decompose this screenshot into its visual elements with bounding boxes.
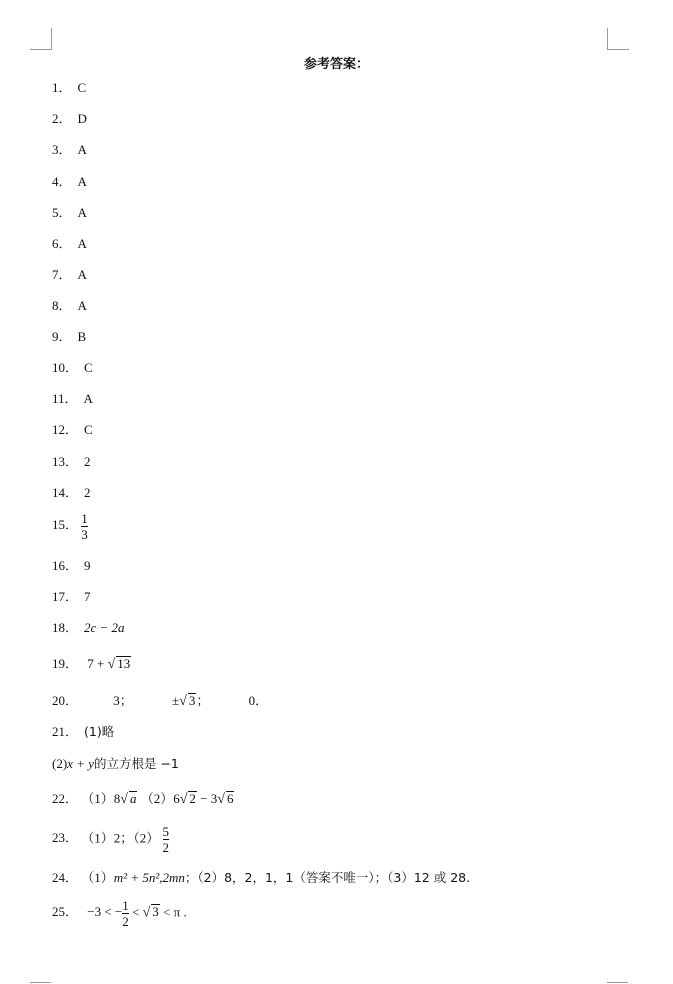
- answer-21: 21． (1)略: [52, 724, 115, 739]
- radical-sign: √: [217, 792, 225, 807]
- answer-6: 6． A: [52, 236, 87, 251]
- crop-mark-top-right: [607, 28, 629, 50]
- answer-8: 8． A: [52, 298, 87, 313]
- answer-18: 18． 2c − 2a: [52, 620, 125, 635]
- crop-mark-top-left: [30, 28, 52, 50]
- answer-21-part-2: (2)x + y的立方根是 −1: [52, 756, 179, 771]
- answer-20: 20． 3； ±√ 3； 0．: [52, 693, 269, 709]
- fraction: $\frac{1}{3}$: [81, 511, 88, 542]
- answer-4: 4． A: [52, 174, 87, 189]
- radical-sign: √: [179, 694, 187, 709]
- fraction: $\frac{1}{2}$: [122, 898, 129, 929]
- answer-15: 15． $\frac{1}{3}$: [52, 511, 88, 542]
- answer-23: 23． （1）2；（2） $\frac{5}{2}$: [52, 824, 170, 855]
- answer-2: 2． D: [52, 111, 87, 126]
- page-title: 参考答案：: [303, 57, 369, 72]
- radical-sign: √: [179, 792, 188, 807]
- answer-24: 24． （1）m² + 5n²,2mn；（2）8，2，1，1（答案不唯一）；（3）12 或 28.: [52, 870, 471, 885]
- fraction: $\frac{5}{2}$: [162, 824, 170, 855]
- answer-3: 3． A: [52, 142, 87, 157]
- answer-12: 12． C: [52, 422, 93, 437]
- answer-22: 22． （1）8√ a （2）6√ 2 − 3√ 6: [52, 791, 234, 807]
- radical-sign: √: [142, 905, 151, 921]
- radical-sign: √: [120, 792, 128, 807]
- answer-1: 1． C: [52, 80, 87, 95]
- answer-7: 7． A: [52, 267, 87, 282]
- answer-16: 16． 9: [52, 558, 91, 573]
- answer-25: 25． −3 < − $\frac{1}{2}$ < √ 3 < π .: [52, 898, 187, 929]
- answer-10: 10． C: [52, 360, 93, 375]
- answer-5: 5． A: [52, 205, 87, 220]
- answer-19: 19． 7 + √ 13: [52, 656, 131, 672]
- answer-13: 13． 2: [52, 454, 91, 469]
- answer-14: 14． 2: [52, 485, 91, 500]
- answer-17: 17． 7: [52, 589, 91, 604]
- radical-sign: √: [107, 657, 116, 672]
- answer-11: 11． A: [52, 391, 93, 406]
- answer-9: 9． B: [52, 329, 87, 344]
